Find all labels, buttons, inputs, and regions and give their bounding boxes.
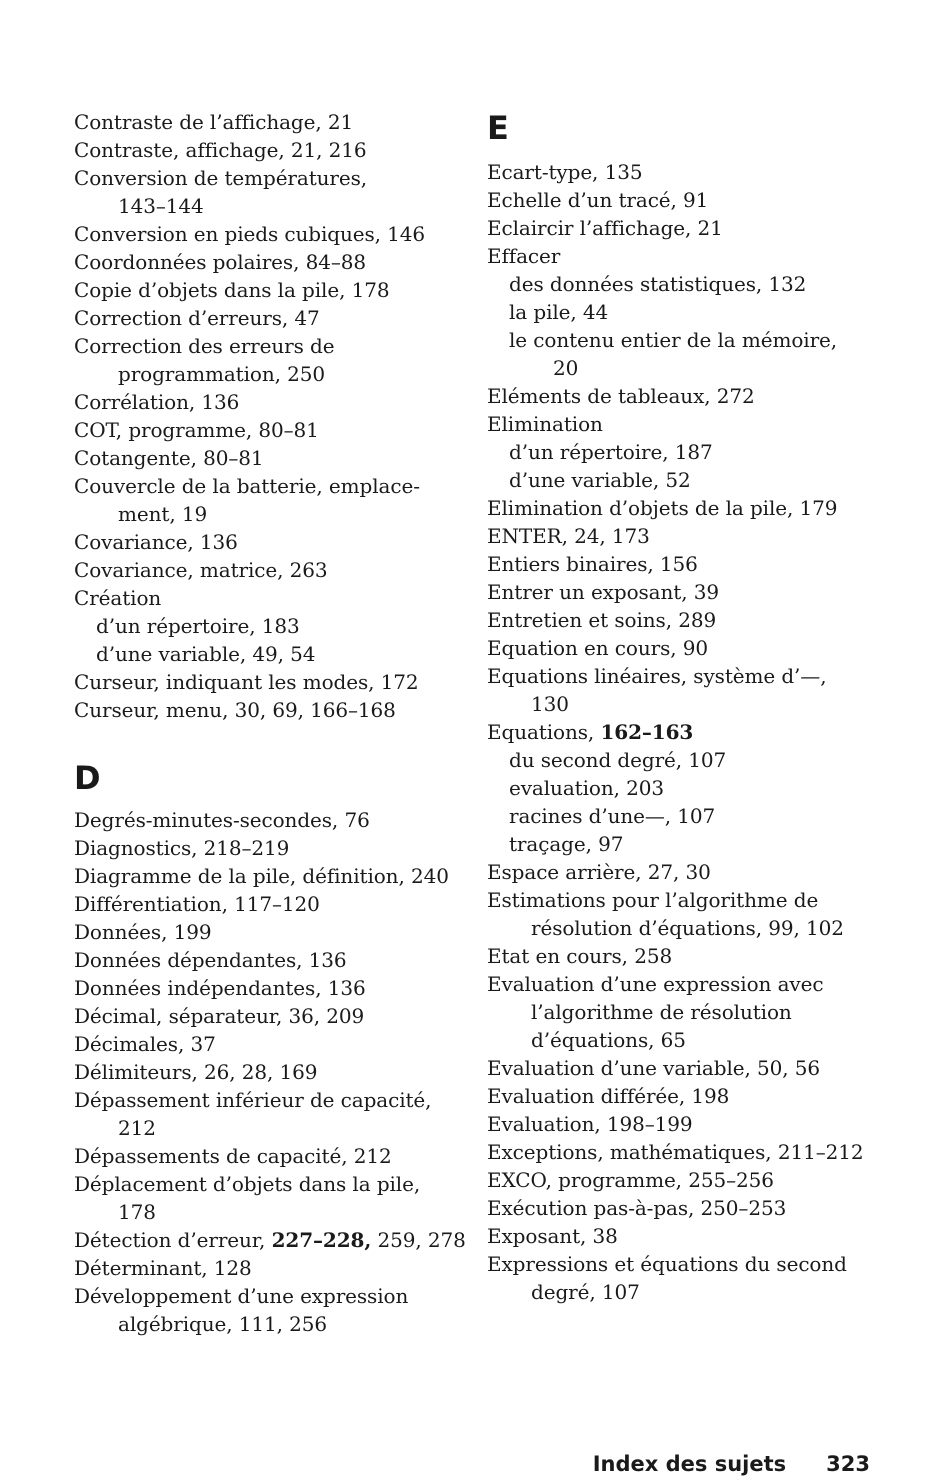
index-entry (74, 416, 474, 444)
index-entry (487, 858, 887, 886)
index-entry (74, 108, 474, 136)
entry-text: Expressions et équations du second (487, 1252, 847, 1276)
entry-continuation: résolution d’équations, 99, 102 (531, 916, 844, 940)
entry-text: racines d’une—, 107 (509, 804, 716, 828)
entry-continuation: 212 (118, 1116, 156, 1140)
index-subentry (74, 640, 474, 668)
entry-text: Diagramme de la pile, définition, 240 (74, 864, 449, 888)
index-entry (74, 946, 474, 974)
index-subentry (487, 774, 887, 802)
index-entry (74, 136, 474, 164)
index-entry (74, 890, 474, 918)
entry-text: Curseur, menu, 30, 69, 166–168 (74, 698, 396, 722)
entry-text: Diagnostics, 218–219 (74, 836, 290, 860)
entry-text: Décimales, 37 (74, 1032, 216, 1056)
entry-text: Données dépendantes, 136 (74, 948, 347, 972)
index-entry (487, 242, 887, 270)
entry-text: Effacer (487, 244, 561, 268)
entry-text: Exécution pas-à-pas, 250–253 (487, 1196, 787, 1220)
entry-text: Entiers binaires, 156 (487, 552, 698, 576)
entry-text: Données, 199 (74, 920, 212, 944)
entry-text: d’un répertoire, 187 (509, 440, 713, 464)
index-entry (74, 1086, 474, 1142)
entry-text: COT, programme, 80–81 (74, 418, 319, 442)
index-entry (487, 494, 887, 522)
index-entry (487, 1054, 887, 1082)
entry-continuation: algébrique, 111, 256 (118, 1312, 328, 1336)
entry-continuation: l’algorithme de résolution (531, 1000, 792, 1024)
index-entry (487, 1250, 887, 1306)
index-subentry (487, 438, 887, 466)
entry-text: Correction d’erreurs, 47 (74, 306, 320, 330)
entry-continuation: d’équations, 65 (531, 1028, 686, 1052)
entry-continuation: 20 (553, 356, 579, 380)
entry-text: Création (74, 586, 162, 610)
index-entry (74, 668, 474, 696)
index-entry (74, 388, 474, 416)
index-entry (487, 186, 887, 214)
entry-text: Equations, (487, 720, 601, 744)
index-entry (74, 1226, 474, 1254)
index-entry (74, 528, 474, 556)
index-entry (74, 1002, 474, 1030)
index-entry (487, 970, 887, 1054)
entry-text: 259, 278 (377, 1228, 466, 1252)
index-entry (487, 1138, 887, 1166)
entry-text: Entretien et soins, 289 (487, 608, 717, 632)
index-subentry (487, 298, 887, 326)
index-entry (487, 1222, 887, 1250)
entry-text: Coordonnées polaires, 84–88 (74, 250, 366, 274)
entry-continuation: 143–144 (118, 194, 204, 218)
entry-text: Covariance, 136 (74, 530, 238, 554)
page-footer (593, 1452, 870, 1476)
entry-text: du second degré, 107 (509, 748, 727, 772)
entry-text: Espace arrière, 27, 30 (487, 860, 711, 884)
entry-bold-pages: 227–228, (271, 1228, 372, 1252)
entry-text: Curseur, indiquant les modes, 172 (74, 670, 419, 694)
entry-text: Conversion en pieds cubiques, 146 (74, 222, 426, 246)
entry-text: Décimal, séparateur, 36, 209 (74, 1004, 365, 1028)
section-letter-e: E (487, 109, 509, 147)
index-entry (487, 578, 887, 606)
index-entry (74, 1282, 474, 1338)
entry-text: Elimination d’objets de la pile, 179 (487, 496, 838, 520)
index-entry (487, 522, 887, 550)
index-entry (74, 556, 474, 584)
index-entry (487, 634, 887, 662)
entry-continuation: programmation, 250 (118, 362, 325, 386)
entry-text: Entrer un exposant, 39 (487, 580, 719, 604)
entry-text: Evaluation, 198–199 (487, 1112, 693, 1136)
entry-continuation: 178 (118, 1200, 156, 1224)
index-entry (74, 276, 474, 304)
section-letter-d: D (74, 759, 101, 797)
entry-text: Etat en cours, 258 (487, 944, 673, 968)
entry-text: evaluation, 203 (509, 776, 665, 800)
index-section-e (487, 158, 887, 1306)
entry-text: Evaluation différée, 198 (487, 1084, 730, 1108)
index-entry (74, 862, 474, 890)
index-entry (74, 444, 474, 472)
index-entry (74, 1170, 474, 1226)
index-subentry (487, 746, 887, 774)
entry-text: Délimiteurs, 26, 28, 169 (74, 1060, 318, 1084)
entry-text: Contraste, affichage, 21, 216 (74, 138, 367, 162)
entry-text: des données statistiques, 132 (509, 272, 807, 296)
index-subentry (487, 830, 887, 858)
index-entry (74, 584, 474, 612)
index-entry (487, 886, 887, 942)
index-entry (74, 1058, 474, 1086)
index-entry (487, 410, 887, 438)
entry-text: d’un répertoire, 183 (96, 614, 300, 638)
entry-text: Equation en cours, 90 (487, 636, 709, 660)
entry-text: Degrés-minutes-secondes, 76 (74, 808, 370, 832)
entry-bold-pages: 162–163 (600, 720, 694, 744)
entry-text: Dépassements de capacité, 212 (74, 1144, 392, 1168)
entry-text: Contraste de l’affichage, 21 (74, 110, 354, 134)
entry-text: ENTER, 24, 173 (487, 524, 650, 548)
entry-continuation: degré, 107 (531, 1280, 640, 1304)
entry-text: Différentiation, 117–120 (74, 892, 320, 916)
entry-text: d’une variable, 52 (509, 468, 691, 492)
index-entry (74, 1254, 474, 1282)
footer-title: Index des sujets (592, 1452, 787, 1476)
index-entry (74, 164, 474, 220)
index-entry (74, 834, 474, 862)
entry-text: Exceptions, mathématiques, 211–212 (487, 1140, 864, 1164)
entry-text: Equations linéaires, système d’—, (487, 664, 827, 688)
index-column-left (74, 108, 474, 1338)
entry-text: Conversion de températures, (74, 166, 368, 190)
index-entry (74, 1142, 474, 1170)
entry-text: Dépassement inférieur de capacité, (74, 1088, 432, 1112)
index-entry (74, 248, 474, 276)
entry-text: Couvercle de la batterie, emplace- (74, 474, 420, 498)
entry-continuation: ment, 19 (118, 502, 208, 526)
entry-text: Copie d’objets dans la pile, 178 (74, 278, 390, 302)
entry-text: EXCO, programme, 255–256 (487, 1168, 774, 1192)
index-subentry (487, 802, 887, 830)
index-entry (487, 158, 887, 186)
entry-text: Développement d’une expression (74, 1284, 409, 1308)
entry-text: Déterminant, 128 (74, 1256, 252, 1280)
index-subentry (487, 466, 887, 494)
entry-text: Eléments de tableaux, 272 (487, 384, 755, 408)
index-entry (487, 1166, 887, 1194)
entry-text: Elimination (487, 412, 603, 436)
entry-text: Evaluation d’une expression avec (487, 972, 824, 996)
index-entry (487, 1110, 887, 1138)
entry-text: Ecart-type, 135 (487, 160, 643, 184)
index-entry (74, 1030, 474, 1058)
index-entry (74, 472, 474, 528)
entry-text: Estimations pour l’algorithme de (487, 888, 819, 912)
index-entry (74, 220, 474, 248)
entry-text: Exposant, 38 (487, 1224, 618, 1248)
entry-text: Cotangente, 80–81 (74, 446, 264, 470)
entry-text: Détection d’erreur, (74, 1228, 272, 1252)
index-column-right (487, 108, 887, 1306)
index-subentry (487, 270, 887, 298)
entry-text: le contenu entier de la mémoire, (509, 328, 838, 352)
index-section-c (74, 108, 474, 724)
index-entry (487, 550, 887, 578)
index-subentry (487, 326, 887, 382)
index-entry (487, 606, 887, 634)
index-entry (487, 718, 887, 746)
index-entry (487, 1082, 887, 1110)
index-entry (487, 382, 887, 410)
entry-text: Corrélation, 136 (74, 390, 240, 414)
entry-text: d’une variable, 49, 54 (96, 642, 316, 666)
index-entry (487, 1194, 887, 1222)
index-entry (74, 304, 474, 332)
index-entry (74, 974, 474, 1002)
index-entry (487, 662, 887, 718)
index-entry (74, 332, 474, 388)
index-entry (487, 214, 887, 242)
index-subentry (74, 612, 474, 640)
entry-text: la pile, 44 (509, 300, 609, 324)
index-section-d (74, 806, 474, 1338)
entry-text: Echelle d’un tracé, 91 (487, 188, 709, 212)
entry-text: Eclaircir l’affichage, 21 (487, 216, 723, 240)
page-number: 323 (826, 1452, 870, 1476)
entry-text: Données indépendantes, 136 (74, 976, 366, 1000)
entry-text: Covariance, matrice, 263 (74, 558, 328, 582)
index-entry (74, 696, 474, 724)
index-entry (74, 918, 474, 946)
index-entry (487, 942, 887, 970)
entry-text: traçage, 97 (509, 832, 624, 856)
entry-text: Correction des erreurs de (74, 334, 335, 358)
entry-continuation: 130 (531, 692, 569, 716)
entry-text: Déplacement d’objets dans la pile, (74, 1172, 421, 1196)
entry-text: Evaluation d’une variable, 50, 56 (487, 1056, 821, 1080)
index-entry (74, 806, 474, 834)
